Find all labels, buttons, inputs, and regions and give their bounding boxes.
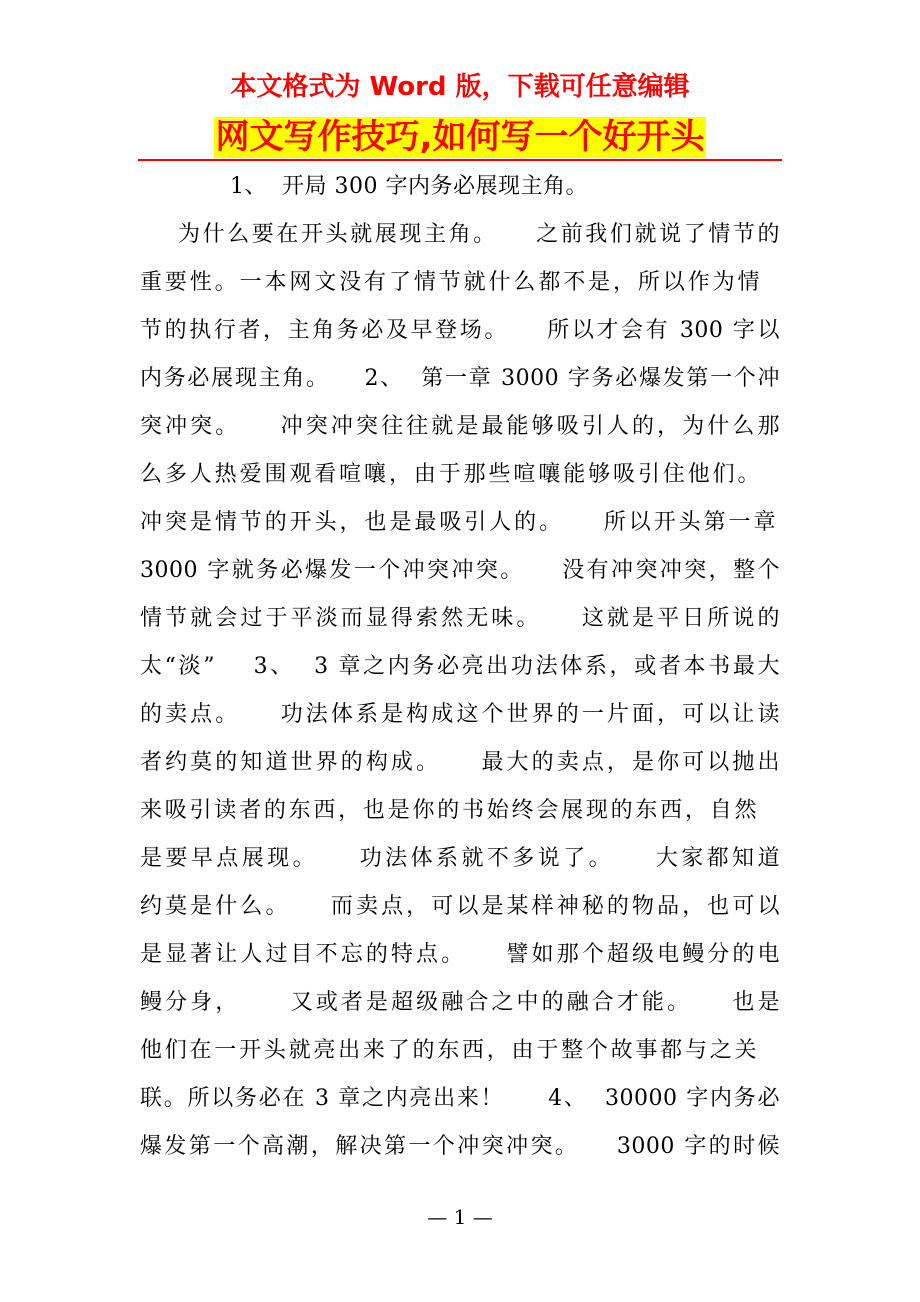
body-line: 鳗分身， 又或者是超级融合之中的融合才能。 也是 (140, 990, 780, 1015)
body-line: 爆发第一个高潮，解决第一个冲突冲突。 3000 字的时候 (140, 1134, 780, 1159)
body-line: 太“淡” 3、 3 章之内务必亮出功法体系，或者本书最大 (140, 654, 780, 679)
body-line: 为什么要在开头就展现主角。 之前我们就说了情节的 (178, 222, 780, 247)
document-title: 网文写作技巧,如何写一个好开头 (215, 117, 705, 157)
body-line: 联。所以务必在 3 章之内亮出来！ 4、 30000 字内务必 (140, 1086, 780, 1111)
body-text (140, 211, 780, 1171)
body-line: 内务必展现主角。 2、 第一章 3000 字务必爆发第一个冲 (140, 366, 780, 391)
format-notice-banner: 本文格式为 Word 版，下载可任意编辑 (230, 72, 690, 102)
body-line: 是显著让人过目不忘的特点。 譬如那个超级电鳗分的电 (140, 942, 780, 967)
body-line: 么多人热爱围观看喧嚷，由于那些喧嚷能够吸引住他们。 (140, 462, 760, 487)
body-line: 是要早点展现。 功法体系就不多说了。 大家都知道 (140, 846, 780, 871)
body-line: 他们在一开头就亮出来了的东西，由于整个故事都与之关 (140, 1038, 757, 1063)
body-line: 来吸引读者的东西，也是你的书始终会展现的东西，自然 (140, 798, 757, 823)
page-number: — 1 — (427, 1205, 493, 1229)
body-line: 节的执行者，主角务必及早登场。 所以才会有 300 字以 (140, 318, 780, 343)
body-line: 3000 字就务必爆发一个冲突冲突。 没有冲突冲突，整个 (140, 558, 780, 583)
section-heading-line: 1、 开局 300 字内务必展现主角。 (230, 174, 588, 199)
body-line: 突冲突。 冲突冲突往往就是最能够吸引人的，为什么那 (140, 414, 780, 439)
body-line: 约莫是什么。 而卖点，可以是某样神秘的物品，也可以 (140, 894, 780, 919)
body-line: 情节就会过于平淡而显得索然无味。 这就是平日所说的 (140, 606, 780, 631)
title-block (0, 117, 920, 164)
body-line: 的卖点。 功法体系是构成这个世界的一片面，可以让读 (140, 702, 780, 727)
body-line: 者约莫的知道世界的构成。 最大的卖点，是你可以抛出 (140, 750, 780, 775)
body-line: 重要性。一本网文没有了情节就什么都不是，所以作为情 (140, 270, 760, 295)
title-underline-rule (138, 159, 782, 161)
body-line: 冲突是情节的开头，也是最吸引人的。 所以开头第一章 (140, 510, 776, 535)
